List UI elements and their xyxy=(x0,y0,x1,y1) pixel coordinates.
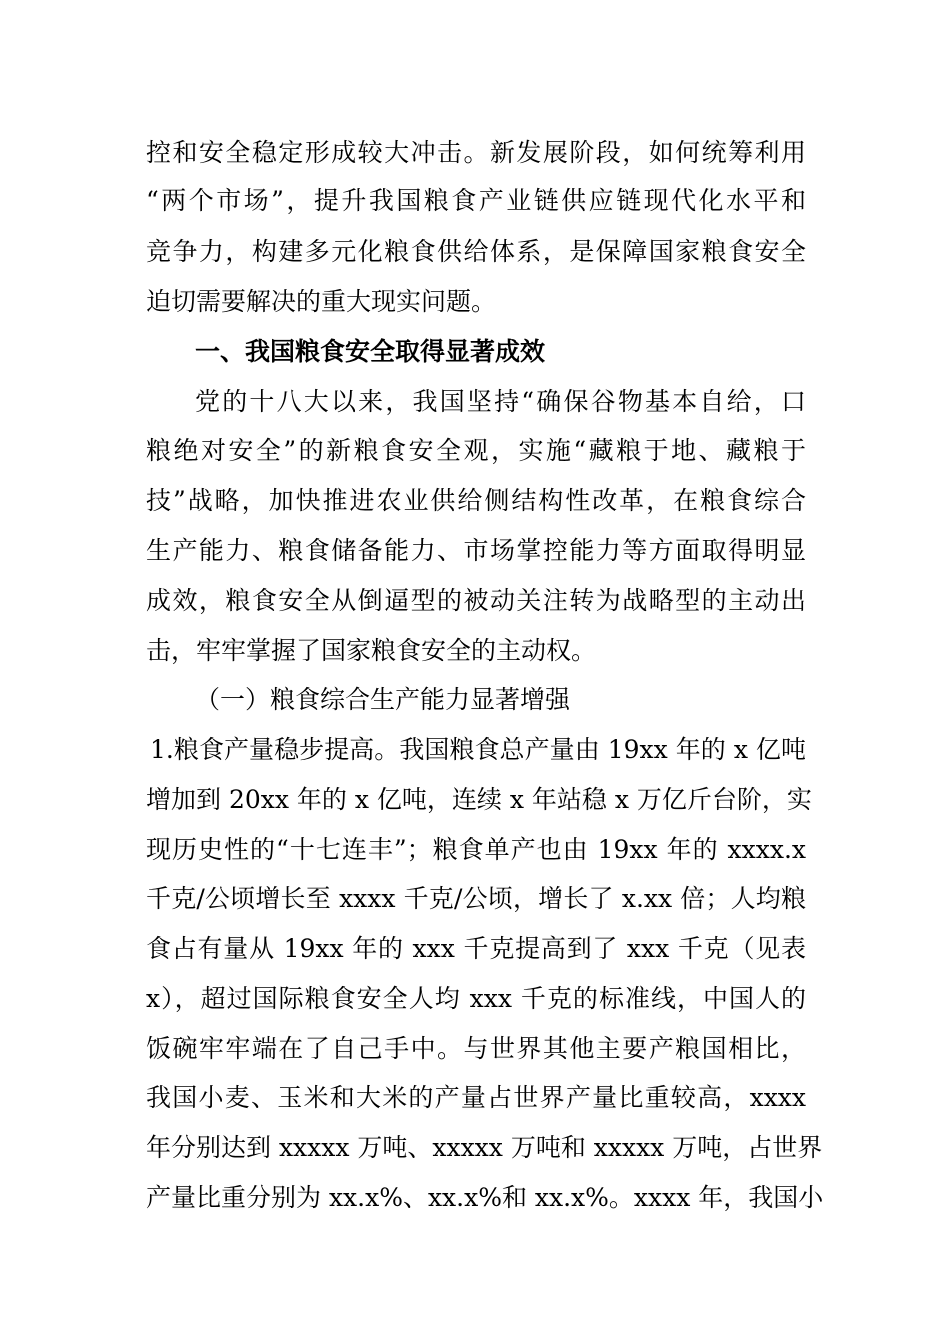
section-heading: 一、我国粮食安全取得显著成效 xyxy=(195,337,546,366)
paragraph-line: 1.粮食产量稳步提高。我国粮食总产量由 19xx 年的 x 亿吨 xyxy=(150,735,806,764)
paragraph-line: 增加到 20xx 年的 x 亿吨，连续 x 年站稳 x 万亿斤台阶，实 xyxy=(146,785,812,814)
paragraph-line: x），超过国际粮食安全人均 xxx 千克的标准线，中国人的 xyxy=(146,984,806,1013)
paragraph-line: “两个市场”，提升我国粮食产业链供应链现代化水平和 xyxy=(146,186,806,215)
subsection-heading: （一）粮食综合生产能力显著增强 xyxy=(195,685,571,714)
paragraph-line: 生产能力、粮食储备能力、市场掌控能力等方面取得明显 xyxy=(146,536,806,565)
paragraph-line: 技”战略，加快推进农业供给侧结构性改革，在粮食综合 xyxy=(146,486,806,515)
paragraph-line: 击，牢牢掌握了国家粮食安全的主动权。 xyxy=(146,636,597,665)
paragraph-line: 千克/公顷增长至 xxxx 千克/公顷，增长了 x.xx 倍；人均粮 xyxy=(146,884,806,913)
paragraph-line: 粮绝对安全”的新粮食安全观，实施“藏粮于地、藏粮于 xyxy=(146,436,806,465)
paragraph-line: 党的十八大以来，我国坚持“确保谷物基本自给，口 xyxy=(195,387,806,416)
paragraph-line: 成效，粮食安全从倒逼型的被动关注转为战略型的主动出 xyxy=(146,586,806,615)
paragraph-line: 年分别达到 xxxxx 万吨、xxxxx 万吨和 xxxxx 万吨，占世界 xyxy=(146,1133,823,1162)
paragraph-line: 控和安全稳定形成较大冲击。新发展阶段，如何统筹利用 xyxy=(146,138,806,167)
paragraph-line: 现历史性的“十七连丰”；粮食单产也由 19xx 年的 xxxx.x xyxy=(146,835,806,864)
paragraph-line: 食占有量从 19xx 年的 xxx 千克提高到了 xxx 千克（见表 xyxy=(146,934,806,963)
paragraph-line: 迫切需要解决的重大现实问题。 xyxy=(146,287,497,316)
paragraph-line: 我国小麦、玉米和大米的产量占世界产量比重较高，xxxx xyxy=(146,1083,806,1112)
paragraph-line: 饭碗牢牢端在了自己手中。与世界其他主要产粮国相比， xyxy=(146,1034,806,1063)
paragraph-line: 竞争力，构建多元化粮食供给体系，是保障国家粮食安全 xyxy=(146,237,806,266)
paragraph-line: 产量比重分别为 xx.x%、xx.x%和 xx.x%。xxxx 年，我国小 xyxy=(146,1183,824,1212)
